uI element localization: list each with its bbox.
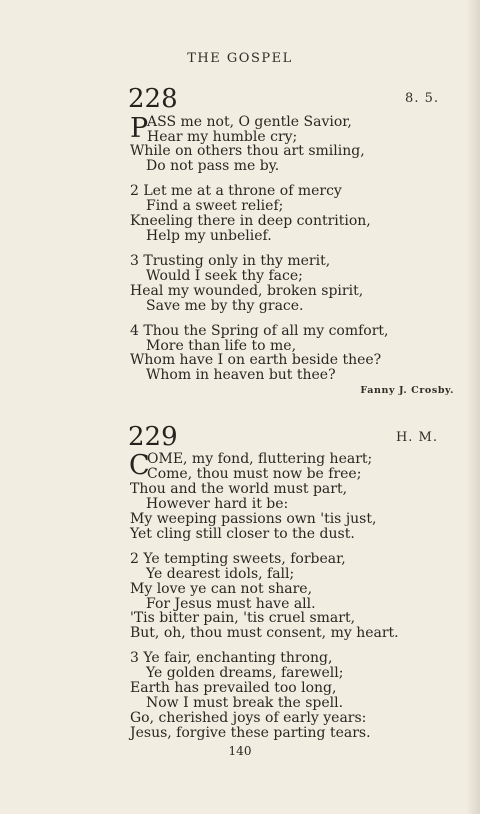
hymn-line: More than life to me,	[146, 338, 297, 354]
hymn-line: Help my unbelief.	[146, 228, 272, 244]
hymn-line: Come, thou must now be free;	[147, 466, 362, 482]
hymn-meter: H. M.	[395, 430, 438, 445]
hymn-line: Kneeling there in deep contrition,	[130, 213, 371, 229]
hymn-line: But, oh, thou must consent, my heart.	[130, 625, 399, 641]
drop-cap: C	[129, 450, 150, 481]
hymn-line: 'Tis bitter pain, 'tis cruel smart,	[130, 610, 356, 626]
hymn-line: Do not pass me by.	[146, 158, 280, 174]
running-header: THE GOSPEL	[187, 51, 293, 66]
hymn-line: Whom have I on earth beside thee?	[130, 352, 382, 368]
hymn-line: For Jesus must have all.	[146, 596, 316, 612]
hymn-line: While on others thou art smiling,	[130, 143, 365, 159]
drop-cap: P	[130, 113, 149, 144]
hymn-author: Fanny J. Crosby.	[360, 385, 454, 396]
page-edge-shadow	[466, 0, 480, 814]
hymn-line: Yet cling still closer to the dust.	[130, 526, 355, 542]
hymn-line: Would I seek thy face;	[146, 268, 303, 284]
hymn-line: 2 Ye tempting sweets, forbear,	[130, 551, 346, 567]
hymn-line: My love ye can not share,	[130, 581, 313, 597]
hymn-line: My weeping passions own 'tis just,	[130, 511, 377, 527]
hymn-line: Go, cherished joys of early years:	[130, 710, 367, 726]
hymn-line: Thou and the world must part,	[130, 481, 348, 497]
hymn-line: ASS me not, O gentle Savior,	[147, 114, 352, 130]
hymn-line: Jesus, forgive these parting tears.	[130, 725, 371, 741]
hymn-line: 4 Thou the Spring of all my comfort,	[130, 323, 389, 339]
hymn-line: Hear my humble cry;	[147, 129, 298, 145]
hymn-line: Ye dearest idols, fall;	[146, 566, 295, 582]
hymn-line: Find a sweet relief;	[146, 198, 284, 214]
page-number: 140	[228, 744, 252, 758]
hymn-line: Whom in heaven but thee?	[146, 367, 336, 383]
hymn-number: 228	[128, 84, 178, 114]
hymn-meter: 8. 5.	[405, 91, 439, 106]
hymn-line: Ye golden dreams, farewell;	[146, 665, 344, 681]
hymn-line: 3 Ye fair, enchanting throng,	[130, 650, 333, 666]
hymn-line: Heal my wounded, broken spirit,	[130, 283, 364, 299]
hymn-line: OME, my fond, fluttering heart;	[147, 451, 373, 467]
hymn-line: Now I must break the spell.	[146, 695, 344, 711]
hymn-line: Earth has prevailed too long,	[130, 680, 337, 696]
hymn-line: 2 Let me at a throne of mercy	[130, 183, 342, 199]
hymn-line: However hard it be:	[146, 496, 289, 512]
hymn-line: 3 Trusting only in thy merit,	[130, 253, 331, 269]
hymn-line: Save me by thy grace.	[146, 298, 304, 314]
hymn-number: 229	[128, 422, 178, 452]
